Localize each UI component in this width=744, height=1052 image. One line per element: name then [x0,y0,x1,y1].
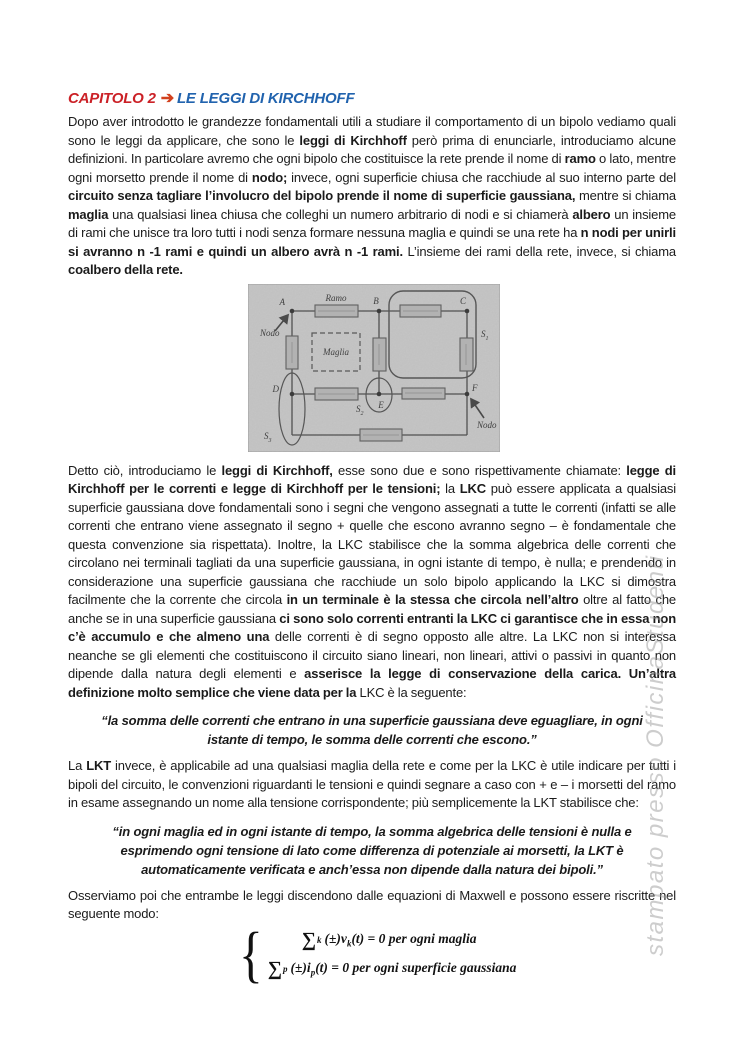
node-label-c: C [459,295,467,306]
equation-system [236,920,676,989]
equation-lkc: ∑ p $(\pm)i_p(t) = 0$ per ogni superficie gaussiana [267,958,517,980]
sum-icon: ∑ [301,929,317,951]
equation-lkt: ∑ k $(\pm)v_k(t) = 0$ per ogni maglia [301,929,477,951]
paragraph-lkc: Detto ciò, introduciamo le leggi di Kirchhoff, esse sono due e sono rispettivamente chiamate: legge di Kirchhoff per le correnti e legge di Kirchhoff per le tensioni; la LKC può essere applicata a qualsiasi superficie gaussiana dove fondamentali sono i segni che vengono assegnati a tutte le correnti (infatti se alle correnti che entrano viene assegnato il segno + quelle che escono avranno segno – è fondamentale che questa convenzione sia rispettata). Inoltre, la LKC stabilisce che la somma algebrica delle correnti che circolano nei terminali tagliati da una superficie gaussiana, in ogni istante di tempo, è nulla; e prendendo in considerazione una superficie gaussiana che racchiude un solo bipolo applicando la LKC si dimostra facilmente che la corrente che circola in un terminale è la stessa che circola nell’altro oltre al fatto che anche se in una superficie gaussiana ci sono solo correnti entranti la LKC ci garantisce che in essa non c’è accumulo e che almeno una delle correnti è di segno opposto alle altre. La LKC non si interessa neanche se gli elementi che costituiscono il circuito siano lineari, non lineari, attivi o passivi in quanto non dipende dalla natura degli elementi e asserisce la legge di conservazione della carica. Un’altra definizione molto semplice che viene data per la LKC è la seguente: [68,462,677,700]
s1-label: $S_1$ [481,328,489,342]
node-label-b: B [373,295,379,306]
chapter-label: CAPITOLO 2 [68,90,156,107]
equation-lines [268,926,517,984]
arrow-icon: ➔ [160,90,174,107]
circuit-figure [248,284,500,452]
node-label-a: A [279,296,285,307]
maglia-label: Maglia [323,346,349,357]
nodo-label-top: Nodo [260,327,280,338]
node-label-f: F [472,382,478,393]
quote-lkc: “la somma delle correnti che entrano in una superficie gaussiana deve eguagliare, in ogni istante di tempo, le somma delle correnti che escono.” [101,713,643,747]
watermark: stampato presso OfficinaStudenti [642,554,669,956]
node-label-e: E [378,399,384,410]
node-label-d: D [272,383,279,394]
quote-lkt: “in ogni maglia ed in ogni istante di tempo, la somma algebrica delle tensioni è nulla e esprimendo ogni tensione di lato come differenza di potenziale ai morsetti, la LKT è automaticamente verificata e anch’essa non dipende dalla natura dei bipoli.” [112,823,632,877]
page-title [68,88,676,108]
paragraph-maxwell: Osserviamo poi che entrambe le leggi discendono dalle equazioni di Maxwell e possono essere riscritte nel seguente modo: [68,887,676,921]
s3-label: $S_3$ [264,430,272,444]
paragraph-definitions: Dopo aver introdotto le grandezze fondamentali utili a studiare il comportamento di un bipolo vediamo quali sono le leggi da applicare, che sono le leggi di Kirchhoff però prima di enunciarle, introduciamo alcune definizioni. In particolare avremo che ogni bipolo che costituisce la rete prende il nome di ramo o lato, mentre ogni morsetto prende il nome di nodo; invece, ogni superficie chiusa che racchiude al suo interno parte del circuito senza tagliare l’involucro del bipolo prende il nome di superficie gaussiana, mentre si chiama maglia una qualsiasi linea chiusa che colleghi un numero arbitrario di nodi e si chiamerà albero un insieme di rami che unisce tra loro tutti i nodi senza formare nessuna maglia e quindi se una rete ha n nodi per unirli si avranno n -1 rami e quindi un albero avrà n -1 rami. L’insieme dei rami della rete, invece, si chiama coalbero della rete. [68,114,676,277]
nodo-label-bottom: Nodo [477,419,497,430]
equation-brace: { [238,920,263,989]
title-subject: LE LEGGI DI KIRCHHOFF [176,90,355,107]
paragraph-lkt: La LKT invece, è applicabile ad una qualsiasi maglia della rete e come per la LKC è utile indicare per tutti i bipoli del circuito, le convenzioni riguardanti le tensioni e quindi segnare a caso con + e – i morsetti del ramo in esame assegnando un nome alla tensione corrispondente; più semplicemente la LKT stabilisce che: [68,758,676,810]
s2-label: $S_2$ [356,403,364,417]
sum-icon: ∑ [267,958,283,980]
ramo-label: Ramo [325,292,347,303]
